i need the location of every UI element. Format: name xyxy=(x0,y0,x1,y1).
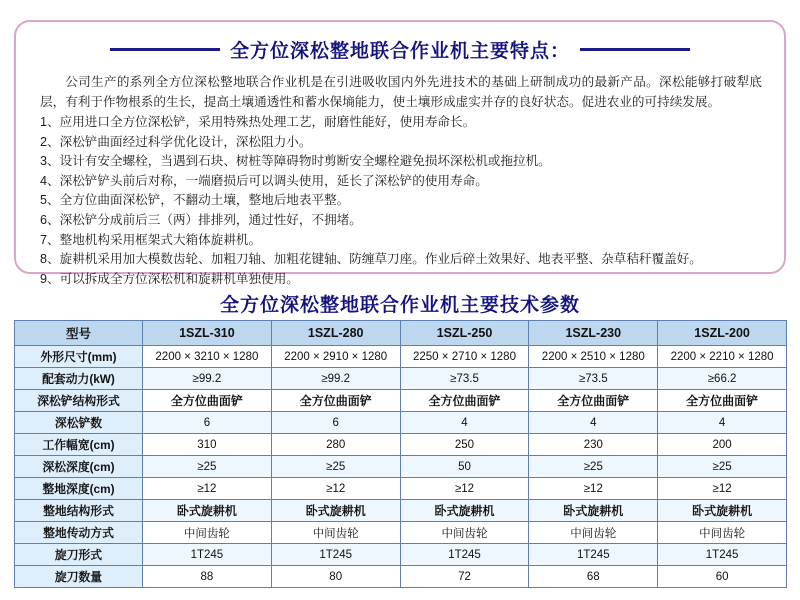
table-cell: 2200 × 2210 × 1280 xyxy=(658,346,787,368)
title-rule-right xyxy=(580,48,690,51)
table-cell: ≥12 xyxy=(529,478,658,500)
features-panel xyxy=(14,20,786,286)
table-cell: ≥73.5 xyxy=(400,368,529,390)
table-cell: 1T245 xyxy=(529,544,658,566)
table-row xyxy=(15,368,787,390)
header-cell-2: 1SZL-280 xyxy=(271,321,400,346)
table-row xyxy=(15,390,787,412)
feature-item-7: 7、整地机构采用框架式大箱体旋耕机。 xyxy=(40,232,262,247)
table-cell: ≥66.2 xyxy=(658,368,787,390)
table-cell: 4 xyxy=(400,412,529,434)
table-cell: 中间齿轮 xyxy=(400,522,529,544)
table-row xyxy=(15,434,787,456)
table-cell: 卧式旋耕机 xyxy=(658,500,787,522)
table-row xyxy=(15,522,787,544)
table-cell: 全方位曲面铲 xyxy=(271,390,400,412)
table-row xyxy=(15,544,787,566)
table-cell: 1T245 xyxy=(271,544,400,566)
spec-table xyxy=(14,320,787,588)
spec-table-wrapper xyxy=(14,320,786,588)
table-cell: ≥12 xyxy=(271,478,400,500)
table-cell: 250 xyxy=(400,434,529,456)
table-cell: 60 xyxy=(658,566,787,588)
table-cell: 4 xyxy=(529,412,658,434)
table-cell: 4 xyxy=(658,412,787,434)
table-cell: 6 xyxy=(271,412,400,434)
features-title-row xyxy=(16,36,784,63)
table-cell: 230 xyxy=(529,434,658,456)
table-cell: ≥25 xyxy=(529,456,658,478)
table-cell: 中间齿轮 xyxy=(143,522,272,544)
table-cell: 卧式旋耕机 xyxy=(529,500,658,522)
feature-item-6: 6、深松铲分成前后三（两）排排列，通过性好，不拥堵。 xyxy=(40,212,362,227)
feature-item-3: 3、设计有安全螺栓，当遇到石块、树桩等障碍物时剪断安全螺栓避免损坏深松机或拖拉机。 xyxy=(40,154,551,169)
table-cell: 280 xyxy=(271,434,400,456)
header-cell-5: 1SZL-200 xyxy=(658,321,787,346)
row-label: 整地结构形式 xyxy=(15,500,143,522)
spec-table-head xyxy=(15,321,787,346)
table-cell: ≥25 xyxy=(658,456,787,478)
table-cell: 1T245 xyxy=(658,544,787,566)
feature-item-5: 5、全方位曲面深松铲，不翻动土壤，整地后地表平整。 xyxy=(40,193,350,208)
table-cell: 68 xyxy=(529,566,658,588)
table-row xyxy=(15,478,787,500)
table-cell: ≥12 xyxy=(400,478,529,500)
header-cell-4: 1SZL-230 xyxy=(529,321,658,346)
row-label: 整地深度(cm) xyxy=(15,478,143,500)
table-cell: 310 xyxy=(143,434,272,456)
table-cell: 80 xyxy=(271,566,400,588)
features-body xyxy=(40,72,762,289)
table-cell: 中间齿轮 xyxy=(658,522,787,544)
feature-item-2: 2、深松铲曲面经过科学优化设计，深松阻力小。 xyxy=(40,134,312,149)
table-cell: 2200 × 2910 × 1280 xyxy=(271,346,400,368)
row-label: 配套动力(kW) xyxy=(15,368,143,390)
table-cell: 卧式旋耕机 xyxy=(271,500,400,522)
table-cell: 中间齿轮 xyxy=(271,522,400,544)
table-cell: ≥25 xyxy=(143,456,272,478)
table-cell: 2200 × 2510 × 1280 xyxy=(529,346,658,368)
row-label: 外形尺寸(mm) xyxy=(15,346,143,368)
spec-table-body xyxy=(15,346,787,588)
spec-title: 全方位深松整地联合作业机主要技术参数 xyxy=(219,295,580,316)
table-cell: 全方位曲面铲 xyxy=(658,390,787,412)
table-cell: ≥25 xyxy=(271,456,400,478)
features-title: 全方位深松整地联合作业机主要特点： xyxy=(229,41,570,62)
feature-item-1: 1、应用进口全方位深松铲，采用特殊热处理工艺，耐磨性能好，使用寿命长。 xyxy=(40,115,476,129)
table-row xyxy=(15,500,787,522)
table-cell: ≥73.5 xyxy=(529,368,658,390)
feature-item-8: 8、旋耕机采用加大模数齿轮、加粗刀轴、加粗花键轴、防缠草刀座。作业后碎土效果好、地表平整、杂草秸秆覆盖好。 xyxy=(40,252,702,267)
table-row xyxy=(15,566,787,588)
table-cell: 全方位曲面铲 xyxy=(143,390,272,412)
table-cell: ≥12 xyxy=(143,478,272,500)
table-cell: 200 xyxy=(658,434,787,456)
feature-item-9: 9、可以拆成全方位深松机和旋耕机单独使用。 xyxy=(40,271,299,286)
row-label: 工作幅宽(cm) xyxy=(15,434,143,456)
title-rule-left xyxy=(110,48,220,51)
table-cell: 1T245 xyxy=(400,544,529,566)
row-label: 深松铲结构形式 xyxy=(15,390,143,412)
table-row xyxy=(15,456,787,478)
header-cell-1: 1SZL-310 xyxy=(143,321,272,346)
table-cell: 中间齿轮 xyxy=(529,522,658,544)
feature-item-4: 4、深松铲铲头前后对称，一端磨损后可以调头使用，延长了深松铲的使用寿命。 xyxy=(40,173,488,188)
table-cell: 2250 × 2710 × 1280 xyxy=(400,346,529,368)
row-label: 整地传动方式 xyxy=(15,522,143,544)
features-intro: 公司生产的系列全方位深松整地联合作业机是在引进吸收国内外先进技术的基础上研制成功的最新产品。深松能够打破犁底层，有利于作物根系的生长，提高土壤通透性和蓄水保墒能力，使土壤形成虚实并存的良好状态。促进农业的可持续发展。 xyxy=(40,75,762,109)
table-cell: ≥12 xyxy=(658,478,787,500)
row-label: 旋刀数量 xyxy=(15,566,143,588)
table-row xyxy=(15,412,787,434)
table-cell: ≥99.2 xyxy=(143,368,272,390)
table-cell: 88 xyxy=(143,566,272,588)
table-cell: 2200 × 3210 × 1280 xyxy=(143,346,272,368)
header-cell-0: 型号 xyxy=(15,321,143,346)
table-cell: 卧式旋耕机 xyxy=(143,500,272,522)
table-header-row xyxy=(15,321,787,346)
table-row xyxy=(15,346,787,368)
table-cell: 全方位曲面铲 xyxy=(400,390,529,412)
table-cell: ≥99.2 xyxy=(271,368,400,390)
header-cell-3: 1SZL-250 xyxy=(400,321,529,346)
table-cell: 1T245 xyxy=(143,544,272,566)
table-cell: 50 xyxy=(400,456,529,478)
table-cell: 卧式旋耕机 xyxy=(400,500,529,522)
table-cell: 6 xyxy=(143,412,272,434)
row-label: 深松深度(cm) xyxy=(15,456,143,478)
table-cell: 72 xyxy=(400,566,529,588)
row-label: 深松铲数 xyxy=(15,412,143,434)
row-label: 旋刀形式 xyxy=(15,544,143,566)
table-cell: 全方位曲面铲 xyxy=(529,390,658,412)
